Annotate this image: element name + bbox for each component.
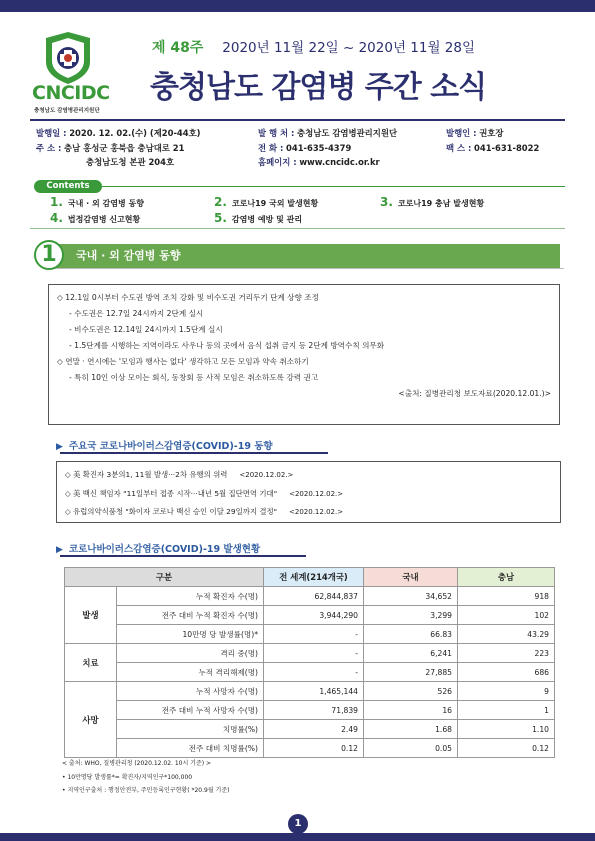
table-row [65, 663, 555, 682]
notice-line: ◇ 연말 · 연시에는 '모임과 행사는 없다' 생각하고 모든 모임과 약속 취소하기 [57, 357, 309, 366]
row-label: 10만명 당 발생률(명)* [117, 625, 264, 644]
contents-item-label: 국내 · 외 감염병 동향 [67, 199, 144, 208]
cell-world: 2.49 [264, 720, 364, 739]
address-value: 충남 홍성군 홍북읍 충남대로 21 [64, 142, 185, 153]
row-label: 누적 확진자 수(명) [117, 587, 264, 606]
publisher-person-value: 권호장 [479, 128, 504, 138]
cell-chungnam: 1.10 [458, 720, 555, 739]
table-header-row [65, 568, 555, 587]
table-row [65, 682, 555, 701]
news-date: <2020.12.02.> [239, 471, 294, 479]
contents-item-label: 코로나19 국외 발생현황 [231, 199, 319, 208]
cell-chungnam: 1 [458, 701, 555, 720]
row-label: 전주 대비 치명률(%) [117, 739, 264, 758]
meta-right [446, 126, 539, 155]
logo-wordmark: CNCIDC [32, 82, 110, 104]
contents-item[interactable] [214, 211, 302, 225]
cell-korea: 526 [364, 682, 458, 701]
contents-item-number: 4. [50, 211, 63, 225]
notice-line: - 비수도권은 12.14일 24시까지 1.5단계 실시 [69, 325, 223, 334]
cell-world: - [264, 625, 364, 644]
top-bar [0, 0, 595, 12]
news-text: ◇ 유럽의약식품청 "화이자 코로나 백신 승인 이달 29일까지 결정" [65, 507, 278, 516]
row-label: 누적 격리해제(명) [117, 663, 264, 682]
contents-item-label: 코로나19 충남 발생현황 [397, 199, 485, 208]
cell-chungnam: 223 [458, 644, 555, 663]
notice-line: - 수도권은 12.7일 24시까지 2단계 실시 [69, 309, 204, 318]
table-row [65, 587, 555, 606]
news-date: <2020.12.02.> [289, 508, 344, 516]
triangle-icon: ▶ [56, 545, 63, 555]
cell-world: - [264, 644, 364, 663]
covid-stats-underline [60, 555, 306, 557]
notice-box [48, 284, 560, 425]
cell-chungnam: 918 [458, 587, 555, 606]
contents-item-number: 1. [50, 195, 63, 209]
address-value-2: 충청남도청 본관 204호 [86, 157, 175, 167]
triangle-icon: ▶ [56, 442, 63, 452]
cell-korea: 66.83 [364, 625, 458, 644]
col-header: 충남 [458, 568, 555, 587]
logo-subtitle: 충청남도 감염병관리지원단 [34, 108, 100, 114]
fax-label: 팩 스 : [446, 142, 472, 153]
contents-item[interactable] [50, 211, 140, 225]
table-row [65, 701, 555, 720]
meta-middle [258, 126, 397, 170]
contents-item-number: 5. [214, 211, 227, 225]
row-label: 누적 사망자 수(명) [117, 682, 264, 701]
cell-world: 0.12 [264, 739, 364, 758]
news-date: <2020.12.02.> [289, 489, 344, 498]
news-item[interactable] [65, 485, 552, 504]
row-label: 전주 대비 누적 사망자 수(명) [117, 701, 264, 720]
contents-item-label: 감염병 예방 및 관리 [231, 215, 303, 224]
cell-korea: 27,885 [364, 663, 458, 682]
table-footnote: • 지역인구출처 : 행정안전부, 주민등록인구현황( *20.9월 기준) [62, 787, 230, 794]
cell-korea: 0.05 [364, 739, 458, 758]
phone-label: 전 화 : [258, 142, 284, 153]
notice-line: ◇ 12.1일 0시부터 수도권 방역 조치 강화 및 비수도권 거리두기 단계 상향 조정 [57, 293, 319, 302]
news-text: ◇ 美 확진자 3분의1, 11월 발생···2차 유행의 위력 [65, 470, 228, 479]
cell-korea: 6,241 [364, 644, 458, 663]
table-row [65, 644, 555, 663]
contents-item-number: 3. [380, 195, 393, 209]
covid-stats-heading-text: 코로나바이러스감염증(COVID)-19 발생현황 [68, 544, 261, 555]
cell-chungnam: 102 [458, 606, 555, 625]
section-shadow [46, 268, 564, 269]
page-title: 충청남도 감염병 주간 소식 [150, 70, 487, 105]
notice-line: - 1.5단계를 시행하는 지역이라도 사우나 등의 곳에서 음식 섭취 금지 등 2단계 방역수칙 의무화 [69, 341, 385, 350]
publisher-value: 충청남도 감염병관리지원단 [297, 128, 398, 138]
contents-item-label: 법정감염병 신고현황 [67, 215, 141, 224]
publisher-label: 발 행 처 : [258, 128, 295, 138]
cell-korea: 3,299 [364, 606, 458, 625]
news-box [56, 461, 561, 523]
publisher-person-label: 발행인 : [446, 128, 477, 138]
meta-left [36, 126, 201, 170]
notice-line: - 특히 10인 이상 모이는 회식, 동창회 등 사적 모임은 취소하도록 강력 권고 [69, 373, 319, 382]
table-row [65, 739, 555, 758]
row-label: 전주 대비 누적 확진자 수(명) [117, 606, 264, 625]
cell-chungnam: 43.29 [458, 625, 555, 644]
cell-chungnam: 0.12 [458, 739, 555, 758]
table-footnote: < 출처: WHO, 질병관리청 (2020.12.02. 10시 기준) > [62, 760, 212, 767]
cell-korea: 34,652 [364, 587, 458, 606]
notice-source: <출처: 질병관리청 보도자료(2020.12.01.)> [398, 389, 551, 398]
row-category: 치료 [65, 644, 117, 682]
news-item[interactable] [65, 466, 552, 485]
section-title: 국내 · 외 감염병 동향 [50, 244, 560, 268]
table-row [65, 720, 555, 739]
row-label: 치명률(%) [117, 720, 264, 739]
table-row [65, 606, 555, 625]
covid-world-heading [56, 438, 273, 452]
row-label: 격리 중(명) [117, 644, 264, 663]
cell-world: 1,465,144 [264, 682, 364, 701]
cell-korea: 1.68 [364, 720, 458, 739]
covid-world-heading-text: 주요국 코로나바이러스감염증(COVID)-19 동향 [68, 441, 273, 452]
cell-world: 71,839 [264, 701, 364, 720]
issued-label: 발행일 : [36, 128, 67, 138]
contents-item-number: 2. [214, 195, 227, 209]
issued-value: 2020. 12. 02.(수) (제20-44호) [69, 128, 201, 138]
cell-world: - [264, 663, 364, 682]
contents-item[interactable] [380, 195, 484, 209]
covid-stats-heading [56, 541, 260, 555]
fax-value: 041-631-8022 [474, 142, 540, 153]
col-header: 구분 [65, 568, 264, 587]
table-row [65, 625, 555, 644]
covid-world-underline [60, 452, 328, 454]
contents-item[interactable] [214, 195, 318, 209]
cell-world: 62,844,837 [264, 587, 364, 606]
phone-value: 041-635-4379 [286, 142, 352, 153]
header-divider [30, 119, 565, 121]
cell-chungnam: 686 [458, 663, 555, 682]
address-label: 주 소 : [36, 142, 62, 153]
website-link[interactable]: www.cncidc.or.kr [299, 157, 380, 167]
issue-number: 제 48주 [152, 40, 204, 56]
news-item[interactable] [65, 503, 552, 522]
website-label: 홈페이지 : [258, 157, 297, 167]
row-category: 발생 [65, 587, 117, 644]
news-text: ◇ 美 백신 책임자 "11일부터 접종 시작···내년 5월 집단면역 기대" [65, 488, 278, 498]
page-number: 1 [288, 814, 308, 834]
row-category: 사망 [65, 682, 117, 758]
issue-line [152, 36, 475, 57]
issue-period: 2020년 11월 22일 ~ 2020년 11월 28일 [222, 40, 476, 56]
section-number: 1 [34, 240, 64, 270]
contents-item[interactable] [50, 195, 144, 209]
col-header: 국내 [364, 568, 458, 587]
cell-korea: 16 [364, 701, 458, 720]
covid-stats-table [64, 567, 555, 758]
table-footnote: • 10만명당 발생률*= 확진자/지역인구*100,000 [62, 774, 193, 781]
cell-chungnam: 9 [458, 682, 555, 701]
bottom-bar [0, 833, 595, 841]
cell-world: 3,944,290 [264, 606, 364, 625]
col-header: 전 세계(214개국) [264, 568, 364, 587]
contents-tab: Contents [34, 180, 102, 193]
